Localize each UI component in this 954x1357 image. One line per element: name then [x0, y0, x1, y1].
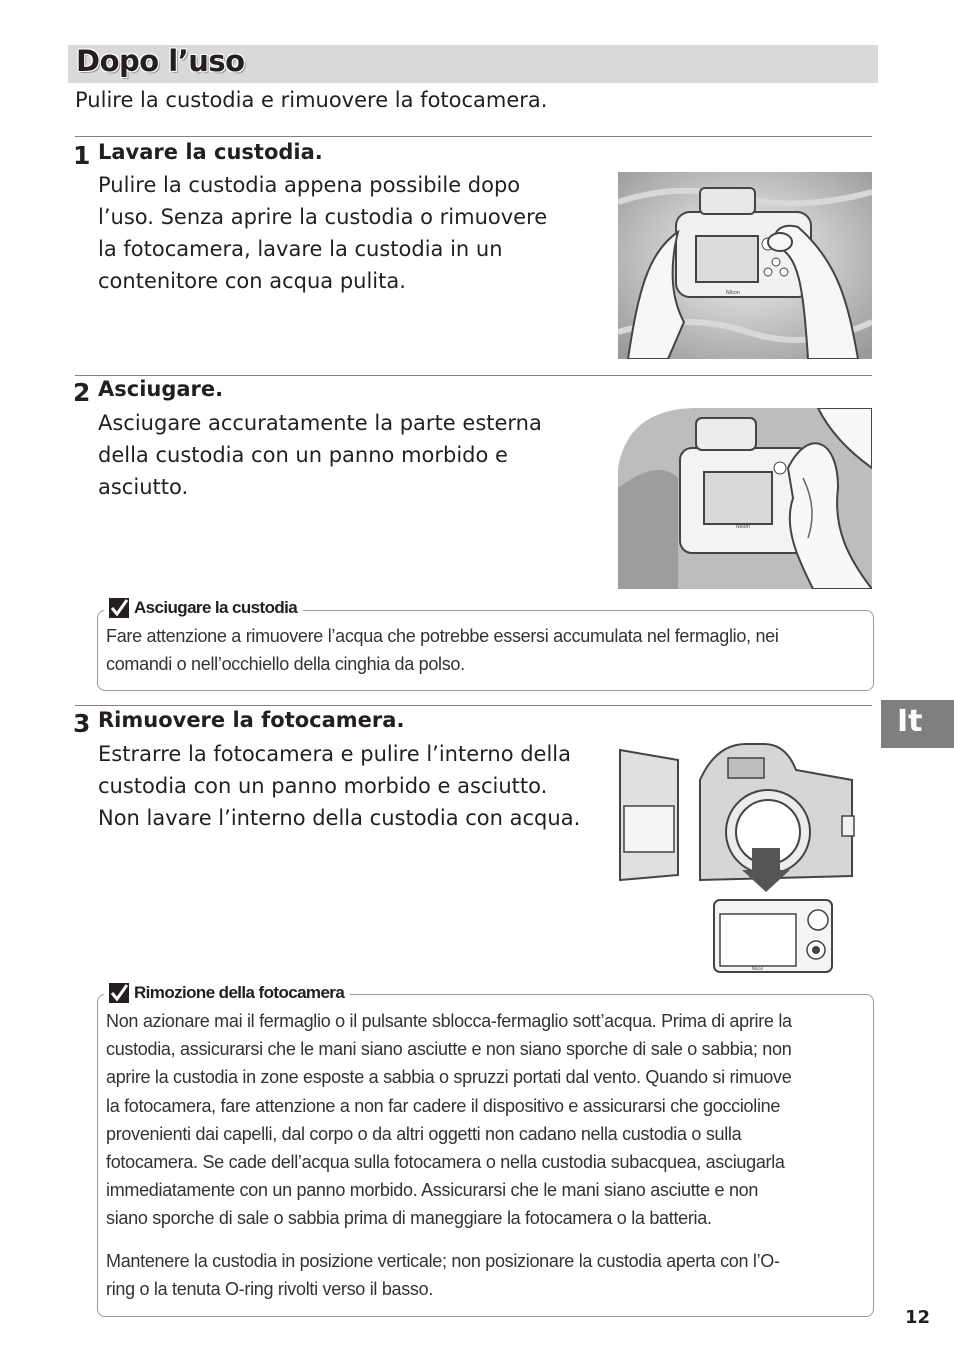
- note-line: la fotocamera, fare attenzione a non far cadere il dispositivo e assicurarsi che goccioline: [106, 1095, 781, 1116]
- step-line: custodia con un panno morbido e asciutto.: [98, 774, 548, 798]
- note-text: [106, 1007, 792, 1233]
- logo-text: Nikon: [726, 290, 741, 296]
- section-title: Dopo l’uso: [76, 44, 245, 78]
- step-line: della custodia con un panno morbido e: [98, 443, 508, 467]
- step-title: Lavare la custodia.: [98, 140, 323, 164]
- note-line: immediatamente con un panno morbido. Assicurarsi che le mani siano asciutte e non: [106, 1180, 759, 1201]
- section-intro: Pulire la custodia e rimuovere la fotocamera.: [75, 88, 548, 112]
- note-header: [104, 982, 350, 1004]
- step-body: [98, 169, 547, 297]
- divider: [75, 136, 872, 137]
- note-line: Mantenere la custodia in posizione verticale; non posizionare la custodia aperta con l’O-: [106, 1251, 780, 1271]
- note-line: comandi o nell’occhiello della cinghia da polso.: [106, 654, 465, 675]
- step-line: la fotocamera, lavare la custodia in un: [98, 237, 503, 261]
- step-title: Rimuovere la fotocamera.: [98, 708, 405, 732]
- note-title: Rimozione della fotocamera: [134, 983, 345, 1002]
- note-line: provenienti dai capelli, dal corpo o da altri oggetti non cadano nella custodia o sulla: [106, 1123, 742, 1144]
- step-line: Asciugare accuratamente la parte esterna: [98, 411, 542, 435]
- logo-text: Nikon: [736, 524, 751, 530]
- step-number: 3: [73, 709, 91, 738]
- divider: [75, 705, 872, 706]
- note-line: Non azionare mai il fermaglio o il pulsante sblocca-fermaglio sott’acqua. Prima di aprire la: [106, 1011, 792, 1031]
- note-text: [106, 622, 779, 678]
- divider: [75, 375, 872, 376]
- note-line: custodia, assicurarsi che le mani siano asciutte e non siano sporche di sale o sabbia; non: [106, 1039, 792, 1060]
- step-line: contenitore con acqua pulita.: [98, 269, 406, 293]
- washing-housing-illustration: [618, 172, 872, 359]
- note-line: Fare attenzione a rimuovere l’acqua che potrebbe essersi accumulata nel fermaglio, nei: [106, 626, 779, 646]
- step-body: [98, 407, 542, 503]
- logo-text: Nikon: [752, 966, 764, 971]
- step-number: 1: [73, 141, 91, 170]
- step-line: asciutto.: [98, 475, 189, 499]
- step-line: Pulire la custodia appena possibile dopo: [98, 173, 521, 197]
- page-number: 12: [905, 1307, 931, 1328]
- note-line: fotocamera. Se cade dell’acqua sulla fotocamera o nella custodia subacquea, asciugarla: [106, 1152, 785, 1173]
- note-line: aprire la custodia in zone esposte a sabbia o spruzzi portati dal vento. Quando si rimuove: [106, 1067, 792, 1088]
- note-text: [106, 1247, 780, 1303]
- note-title: Asciugare la custodia: [134, 598, 298, 617]
- note-line: siano sporche di sale o sabbia prima di maneggiare la fotocamera o la batteria.: [106, 1208, 712, 1229]
- step-number: 2: [73, 378, 91, 407]
- note-header: [104, 597, 303, 619]
- step-line: l’uso. Senza aprire la custodia o rimuovere: [98, 205, 548, 229]
- checkmark-icon: [108, 597, 130, 619]
- step-line: Estrarre la fotocamera e pulire l’interno della: [98, 742, 572, 766]
- step-line: Non lavare l’interno della custodia con acqua.: [98, 806, 581, 830]
- drying-housing-illustration: [618, 408, 872, 589]
- checkmark-icon: [108, 982, 130, 1004]
- note-line: ring o la tenuta O-ring rivolti verso il basso.: [106, 1279, 434, 1300]
- camera-removal-illustration: [616, 740, 862, 976]
- step-body: [98, 738, 580, 834]
- step-title: Asciugare.: [98, 377, 224, 401]
- language-tab: It: [881, 700, 954, 748]
